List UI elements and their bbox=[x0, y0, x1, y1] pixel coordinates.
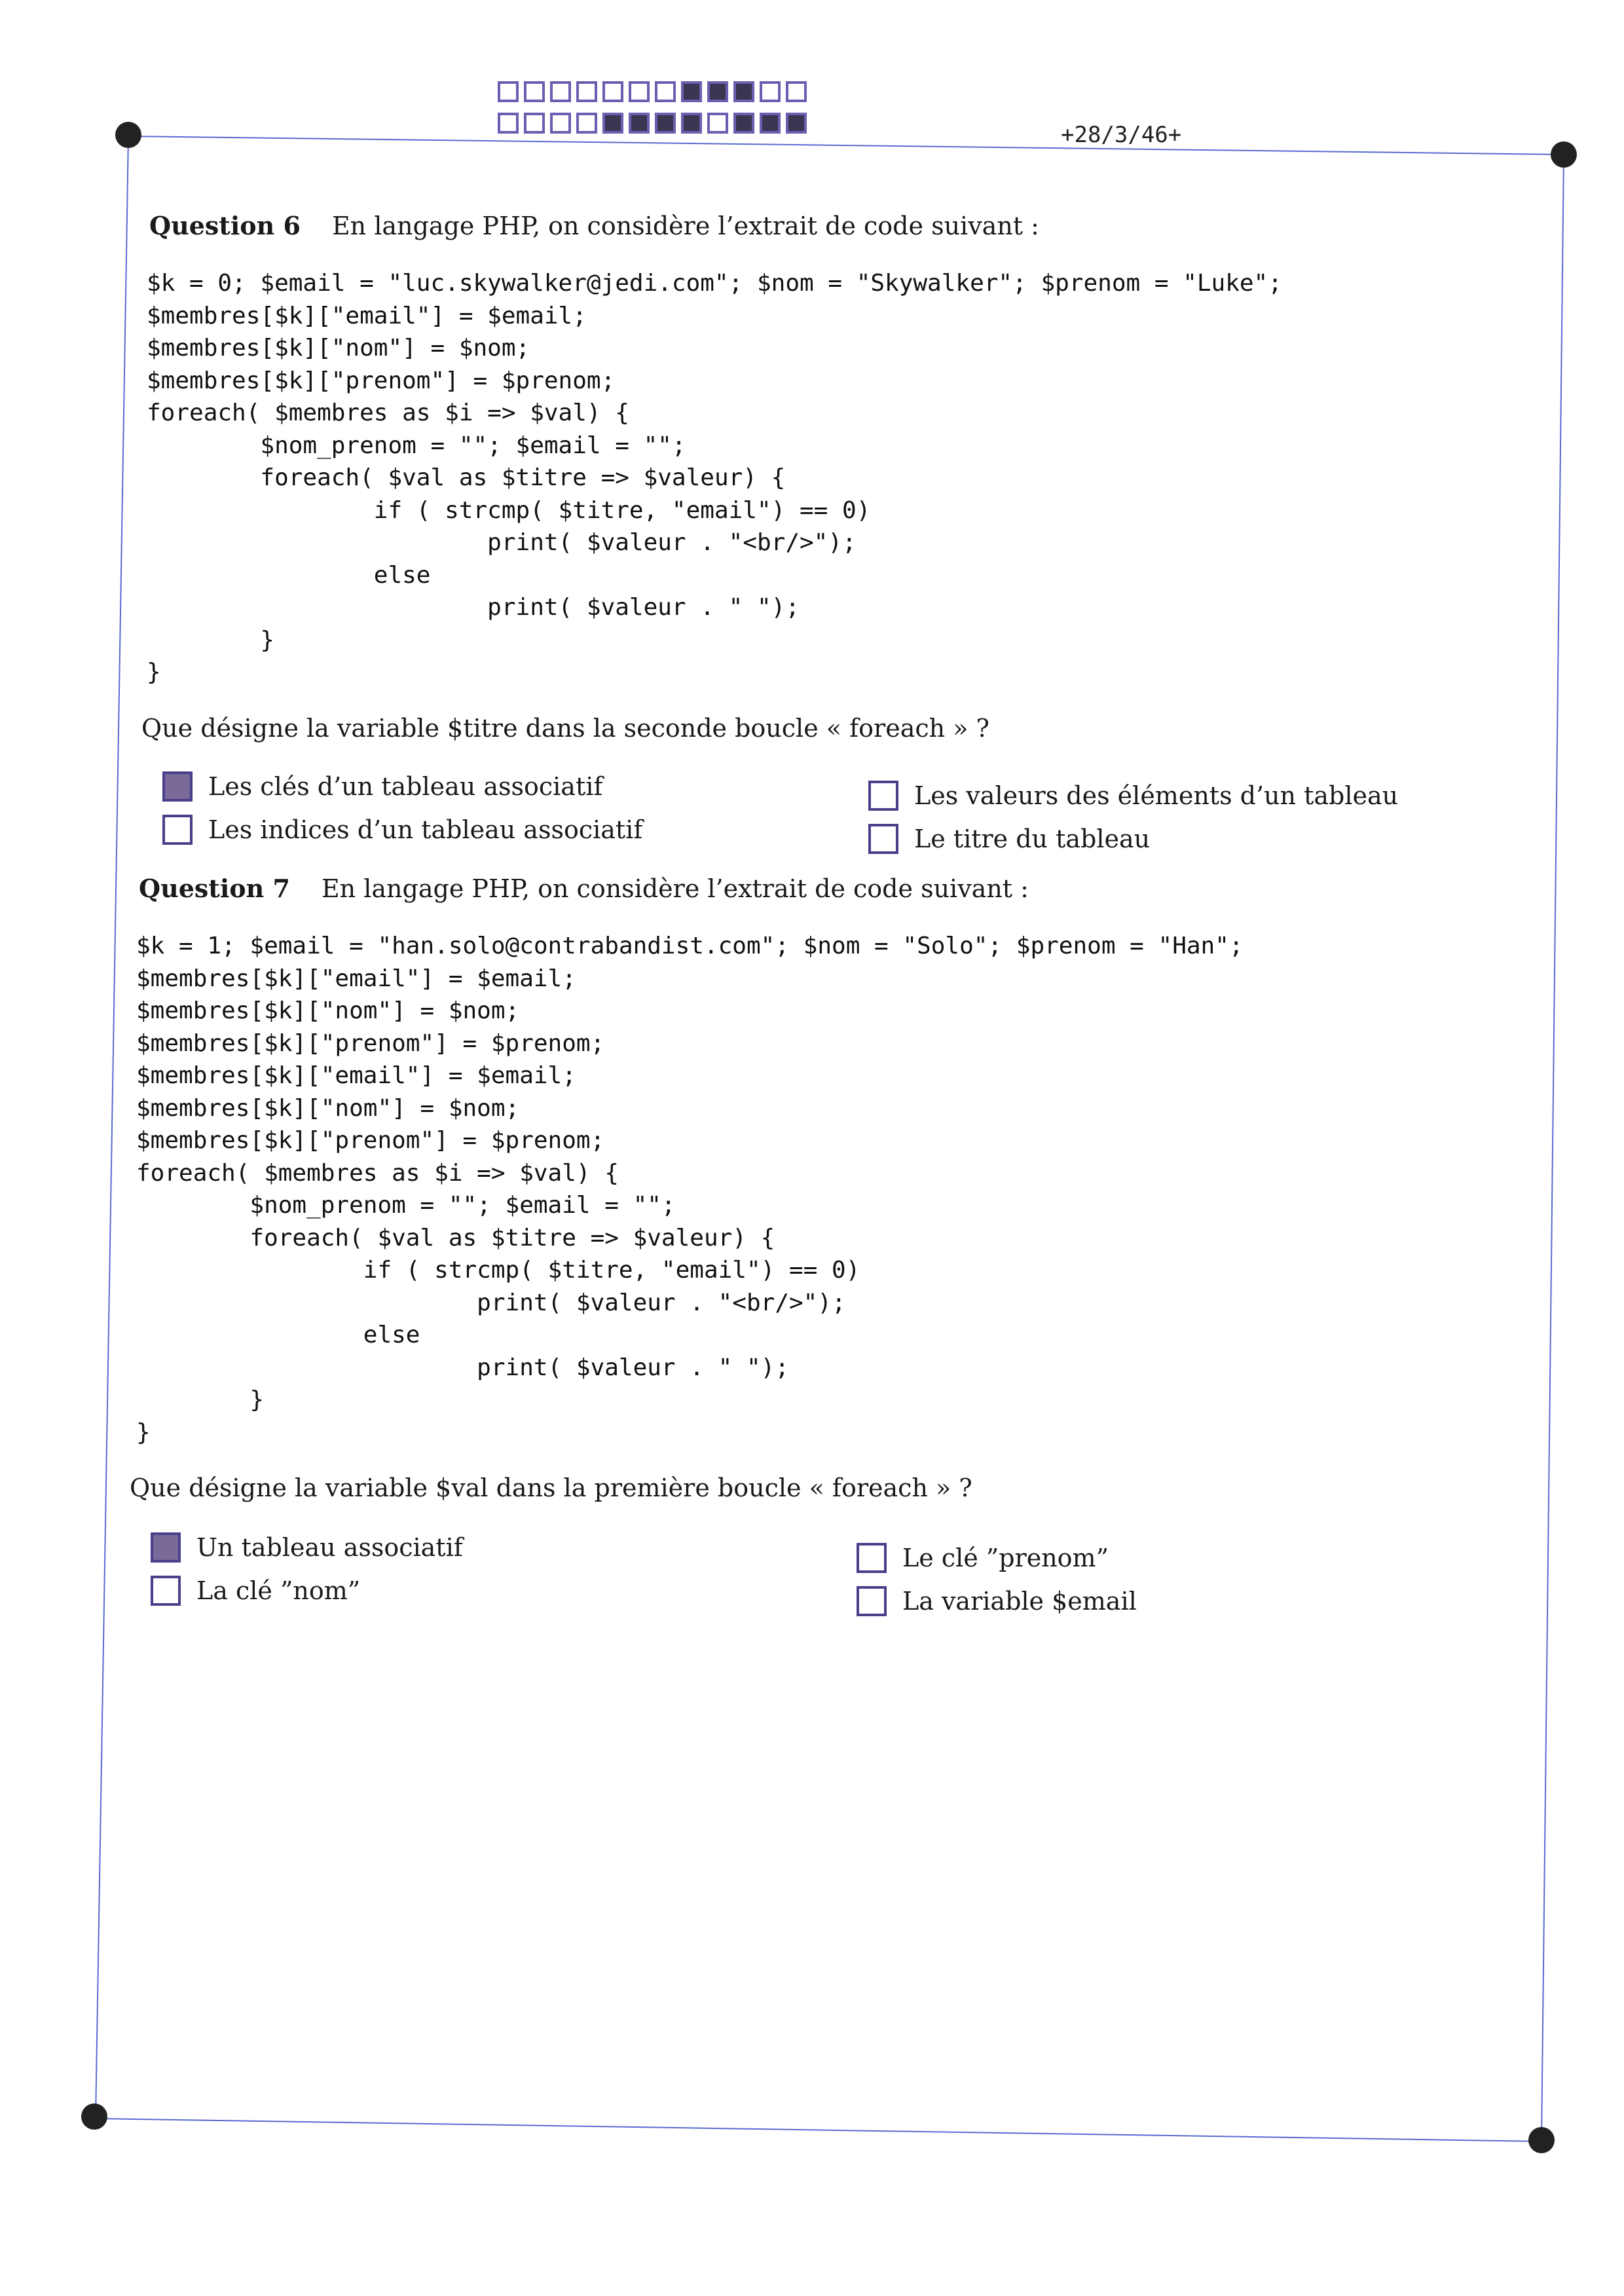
barcode-cell bbox=[576, 113, 597, 134]
q6-choice-4[interactable] bbox=[868, 824, 1150, 854]
q6-choice-2-label: Les indices d’un tableau associatif bbox=[208, 815, 643, 844]
q7-prompt: Que désigne la variable $val dans la première boucle « foreach » ? bbox=[130, 1473, 972, 1502]
barcode-cell bbox=[681, 113, 702, 134]
q7-choice-2-checkbox[interactable] bbox=[151, 1576, 181, 1606]
barcode-cell bbox=[629, 81, 650, 102]
q6-choice-2[interactable] bbox=[162, 815, 642, 845]
barcode-cell bbox=[550, 113, 571, 134]
q6-title: En langage PHP, on considère l’extrait de code suivant : bbox=[331, 212, 1039, 240]
q7-code: $k = 1; $email = "han.solo@contrabandist.com"; $nom = "Solo"; $prenom = "Han"; $membres[$k]["email"] = $email; $membres[$k]["nom"] = $nom; $membres[$k]["prenom"] = $prenom; $membres[$k]["email"] = $email; $membres[$k]["nom"] = $nom; $membres[$k]["prenom"] = $prenom; foreach( $membres as $i => $val) { $nom_prenom = ""; $email = ""; foreach( $val as $titre => $valeur) { if ( strcmp( $titre, "email") == 0) print( $valeur . "<br/>"); else print( $valeur . " "); } } bbox=[136, 933, 1244, 1446]
barcode-cell bbox=[786, 113, 807, 134]
q6-prompt: Que désigne la variable $titre dans la seconde boucle « foreach » ? bbox=[141, 714, 989, 743]
q7-choice-4[interactable] bbox=[857, 1586, 1137, 1616]
q6-choice-4-checkbox[interactable] bbox=[868, 824, 898, 854]
barcode-cell bbox=[524, 81, 545, 102]
barcode-cell bbox=[498, 113, 519, 134]
q6-choice-1-label: Les clés d’un tableau associatif bbox=[208, 772, 603, 801]
barcode-row-2 bbox=[498, 113, 812, 134]
q7-header bbox=[139, 874, 1029, 903]
q6-choice-3-checkbox[interactable] bbox=[868, 781, 898, 811]
q7-choice-3-checkbox[interactable] bbox=[857, 1543, 887, 1573]
q7-choice-1[interactable] bbox=[151, 1532, 463, 1563]
q7-choice-4-checkbox[interactable] bbox=[857, 1586, 887, 1616]
q7-choice-2-label: La clé ”nom” bbox=[196, 1576, 361, 1605]
q6-choice-1-checkbox[interactable] bbox=[162, 771, 193, 802]
barcode-cell bbox=[629, 113, 650, 134]
barcode-cell bbox=[655, 113, 676, 134]
corner-mark-bottom-left bbox=[81, 2103, 107, 2130]
q7-choice-1-label: Un tableau associatif bbox=[196, 1533, 463, 1562]
barcode-cell bbox=[602, 81, 623, 102]
corner-mark-top-right bbox=[1551, 141, 1577, 168]
q6-choice-4-label: Le titre du tableau bbox=[914, 824, 1151, 853]
q6-choice-2-checkbox[interactable] bbox=[162, 815, 193, 845]
barcode-cell bbox=[707, 81, 728, 102]
q7-number: Question 7 bbox=[139, 874, 290, 903]
q6-code: $k = 0; $email = "luc.skywalker@jedi.com"; $nom = "Skywalker"; $prenom = "Luke"; $membres[$k]["email"] = $email; $membres[$k]["nom"] = $nom; $membres[$k]["prenom"] = $prenom; foreach( $membres as $i => $val) { $nom_prenom = ""; $email = ""; foreach( $val as $titre => $valeur) { if ( strcmp( $titre, "email") == 0) print( $valeur . "<br/>"); else print( $valeur . " "); } } bbox=[147, 270, 1282, 686]
barcode-cell bbox=[524, 113, 545, 134]
barcode-cell bbox=[760, 113, 781, 134]
page-id: +28/3/46+ bbox=[1061, 122, 1182, 148]
q7-title: En langage PHP, on considère l’extrait de code suivant : bbox=[321, 874, 1029, 903]
barcode-cell bbox=[786, 81, 807, 102]
barcode-cell bbox=[733, 81, 754, 102]
q7-choice-3[interactable] bbox=[857, 1543, 1109, 1573]
barcode-cell bbox=[707, 113, 728, 134]
q6-choice-3[interactable] bbox=[868, 781, 1398, 811]
barcode-cell bbox=[602, 113, 623, 134]
barcode-cell bbox=[550, 81, 571, 102]
barcode-cell bbox=[498, 81, 519, 102]
corner-mark-bottom-right bbox=[1528, 2127, 1555, 2153]
q7-choice-2[interactable] bbox=[151, 1576, 360, 1606]
q7-choice-1-checkbox[interactable] bbox=[151, 1532, 181, 1563]
q7-choice-4-label: La variable $email bbox=[902, 1587, 1137, 1616]
barcode-cell bbox=[760, 81, 781, 102]
q6-header bbox=[149, 211, 1039, 240]
barcode-cell bbox=[576, 81, 597, 102]
q7-choice-3-label: Le clé ”prenom” bbox=[902, 1544, 1109, 1572]
q6-number: Question 6 bbox=[149, 211, 301, 240]
barcode-row-1 bbox=[498, 81, 812, 102]
barcode-cell bbox=[681, 81, 702, 102]
corner-mark-top-left bbox=[115, 122, 141, 148]
barcode-cell bbox=[655, 81, 676, 102]
q6-choice-1[interactable] bbox=[162, 771, 602, 802]
q6-choice-3-label: Les valeurs des éléments d’un tableau bbox=[914, 781, 1399, 810]
barcode-cell bbox=[733, 113, 754, 134]
